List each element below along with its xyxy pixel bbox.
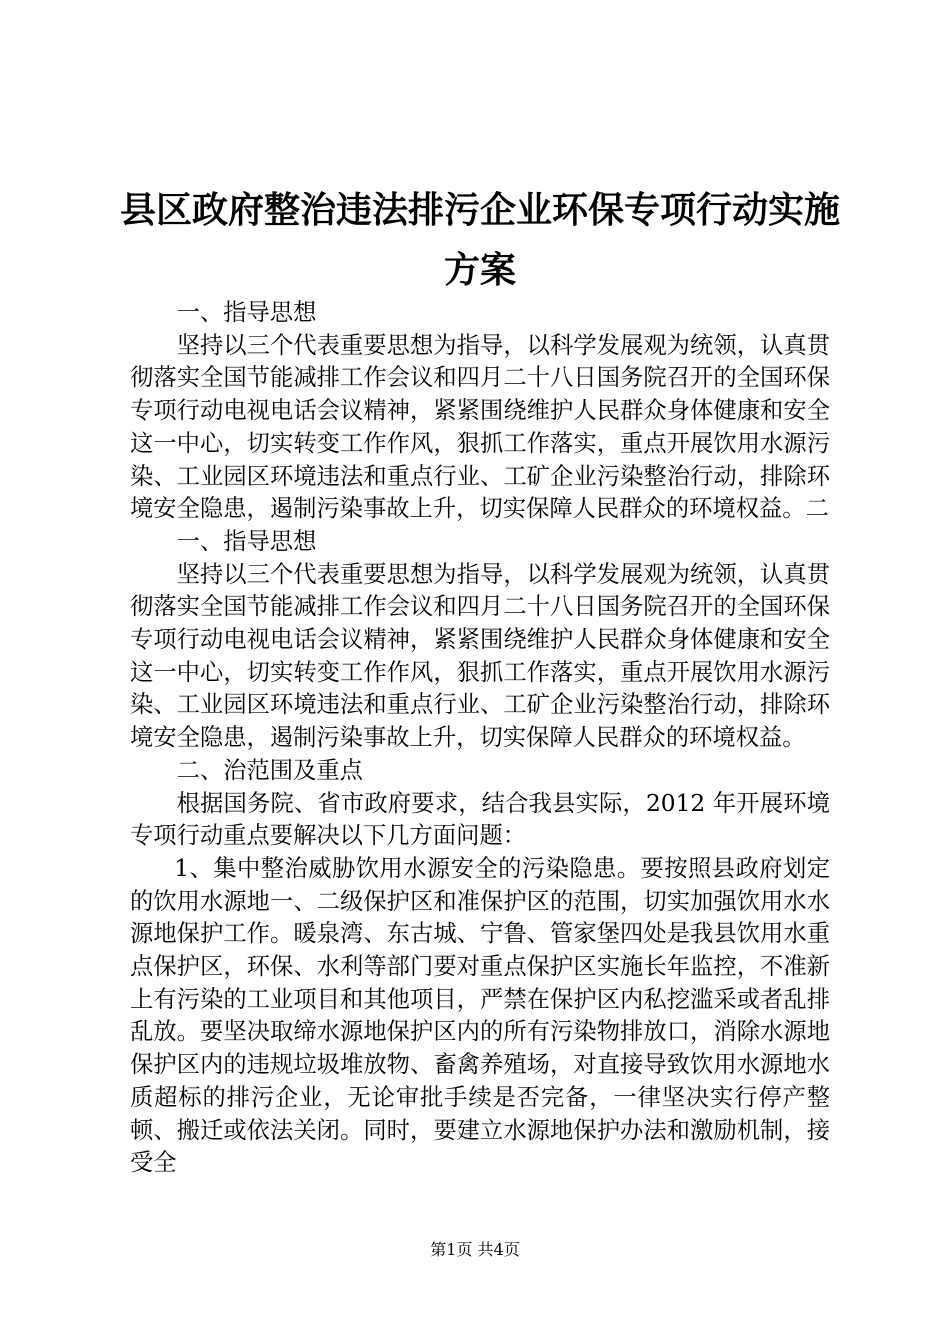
document-title-line-1: 县区政府整治违法排污企业环保专项行动实施: [120, 189, 841, 231]
list-item-water-source-protection: 1、集中整治威胁饮用水源安全的污染隐患。要按照县政府划定的饮用水源地一、二级保护区和准保护区的范围，切实加强饮用水水源地保护工作。暖泉湾、东古城、宁鲁、管家堡四处是我县饮用水重点保护区，环保、水利等部门要对重点保护区实施长年监控，不准新上有污染的工业项目和其他项目，严禁在保护区内私挖滥采或者乱排乱放。要坚决取缔水源地保护区内的所有污染物排放口，消除水源地保护区内的违规垃圾堆放物、畜禽养殖场，对直接导致饮用水源地水质超标的排污企业，无论审批手续是否完备，一律坚决实行停产整顿、搬迁或依法关闭。同时，要建立水源地保护办法和激励机制，接受全: [130, 854, 830, 1177]
section-heading-scope-and-focus: 二、治范围及重点: [176, 756, 363, 784]
section-heading-guiding-ideology-repeat: 一、指导思想: [176, 527, 317, 555]
document-body: [130, 297, 830, 1180]
paragraph-scope-intro: 根据国务院、省市政府要求，结合我县实际，2012 年开展环境专项行动重点要解决以下几方面问题：: [130, 789, 830, 850]
section-heading-guiding-ideology: 一、指导思想: [176, 299, 317, 326]
paragraph-guiding-ideology: 坚持以三个代表重要思想为指导，以科学发展观为统领，认真贯彻落实全国节能减排工作会议和四月二十八日国务院召开的全国环保专项行动电视电话会议精神，紧紧围绕维护人民群众身体健康和安全这一中心，切实转变工作作风，狠抓工作落实，重点开展饮用水源污染、工业园区环境违法和重点行业、工矿企业污染整治行动，排除环境安全隐患，遏制污染事故上升，切实保障人民群众的环境权益。二: [130, 331, 830, 523]
document-title-line-2: 方案: [443, 249, 516, 291]
page-footer: 第1页 共4页: [430, 1240, 520, 1259]
paragraph-guiding-ideology-repeat: 坚持以三个代表重要思想为指导，以科学发展观为统领，认真贯彻落实全国节能减排工作会议和四月二十八日国务院召开的全国环保专项行动电视电话会议精神，紧紧围绕维护人民群众身体健康和安全这一中心，切实转变工作作风，狠抓工作落实，重点开展饮用水源污染、工业园区环境违法和重点行业、工矿企业污染整治行动，排除环境安全隐患，遏制污染事故上升，切实保障人民群众的环境权益。: [130, 560, 830, 752]
